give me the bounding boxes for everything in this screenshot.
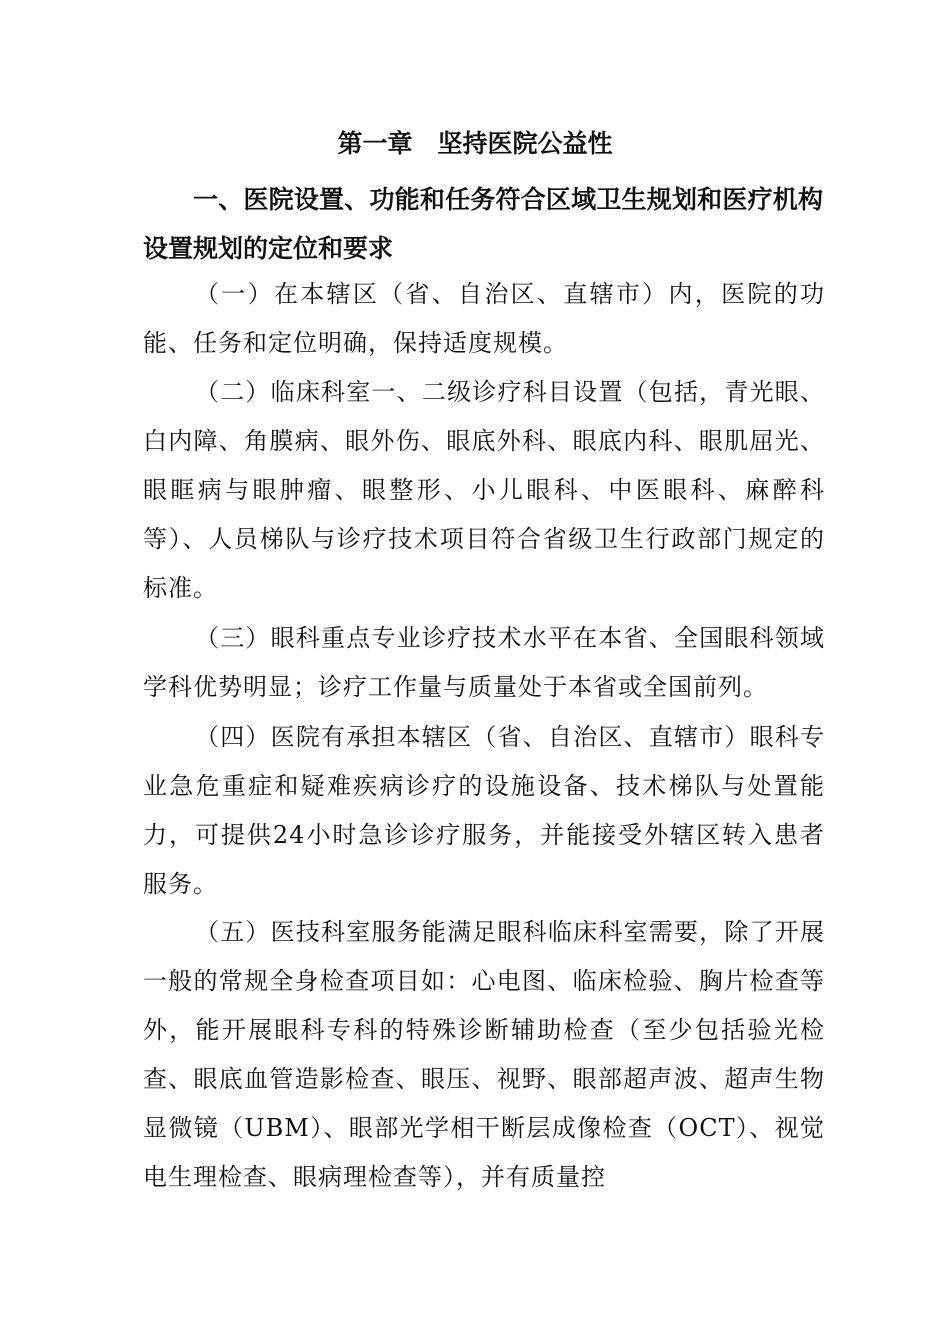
paragraph-1: （一）在本辖区（省、自治区、直辖市）内，医院的功能、任务和定位明确，保持适度规模。 [143,280,825,357]
paragraph-2: （二）临床科室一、二级诊疗科目设置（包括，青光眼、白内障、角膜病、眼外伤、眼底外科、眼底内科、眼肌屈光、眼眶病与眼肿瘤、眼整形、小儿眼科、中医眼科、麻醉科等）、人员梯队与诊疗技术项目符合省级卫生行政部门规定的标准。 [143,378,825,602]
paragraph-3: （三）眼科重点专业诊疗技术水平在本省、全国眼科领域学科优势明显；诊疗工作量与质量处于本省或全国前列。 [143,624,825,701]
paragraph-5: （五）医技科室服务能满足眼科临床科室需要，除了开展一般的常规全身检查项目如：心电图、临床检验、胸片检查等外，能开展眼科专科的特殊诊断辅助检查（至少包括验光检查、眼底血管造影检查、眼压、视野、眼部超声波、超声生物显微镜（UBM）、眼部光学相干断层成像检查（OCT）、视觉电生理检查、眼病理检查等），并有质量控 [143,918,825,1191]
chapter-title: 第一章 坚持医院公益性 [337,129,613,158]
section-heading: 一、医院设置、功能和任务符合区域卫生规划和医疗机构设置规划的定位和要求 [143,185,823,263]
paragraph-4: （四）医院有承担本辖区（省、自治区、直辖市）眼科专业急危重症和疑难疾病诊疗的设施设备、技术梯队与处置能力，可提供24小时急诊诊疗服务，并能接受外辖区转入患者服务。 [143,723,825,898]
